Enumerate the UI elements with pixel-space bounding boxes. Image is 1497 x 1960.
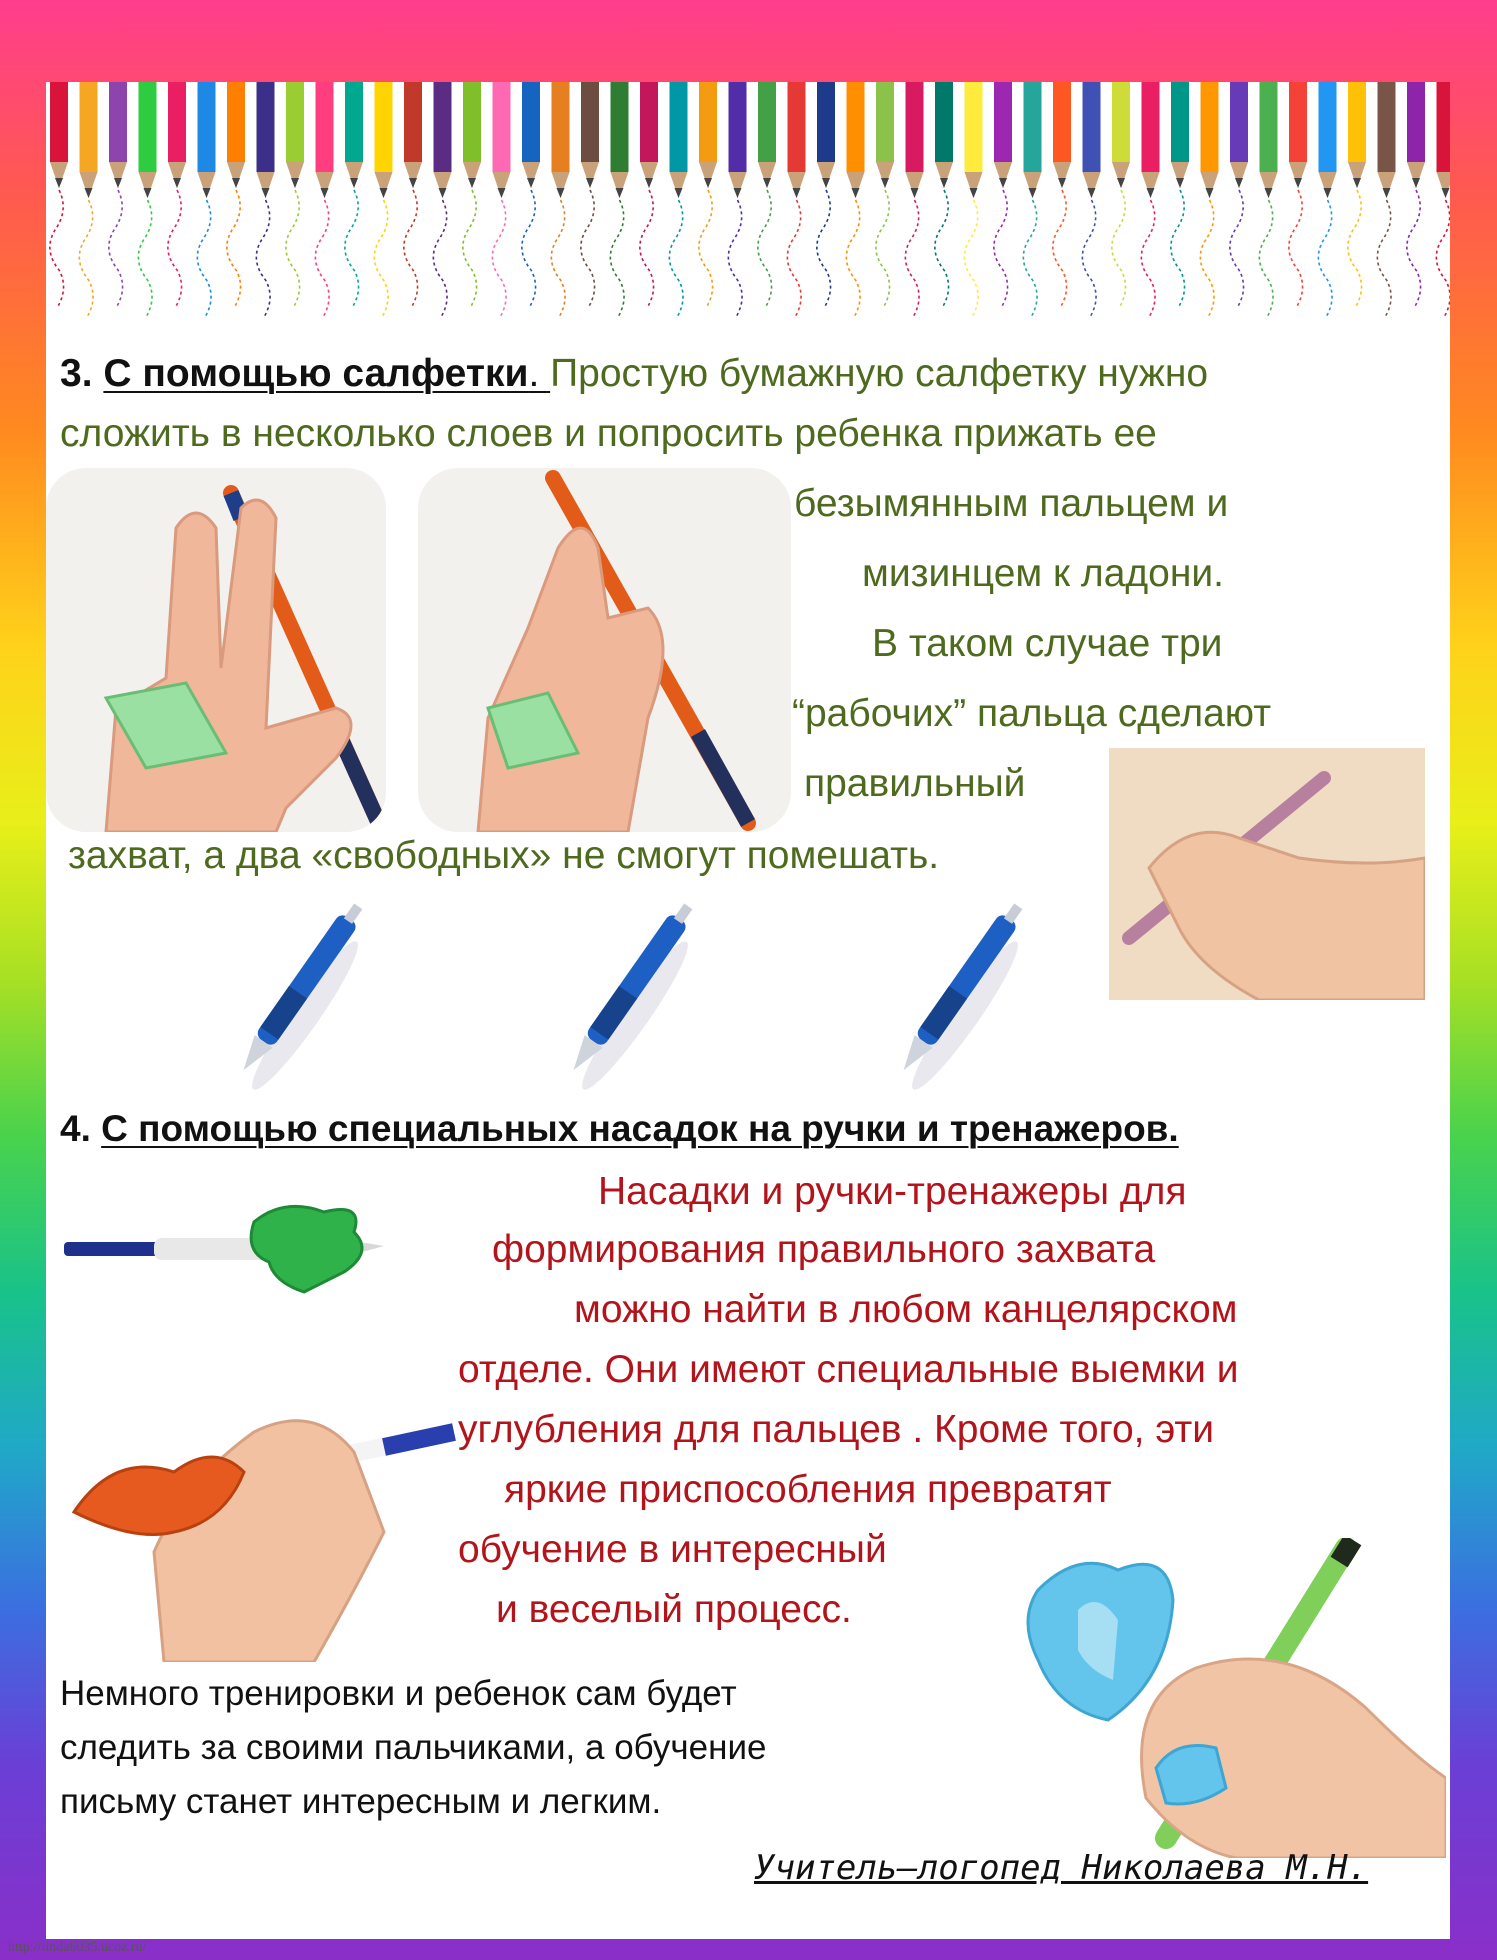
closing-line: письму станет интересным и легким. (60, 1782, 662, 1821)
pencil-lead (1058, 178, 1066, 188)
pencil-lead (262, 188, 270, 198)
pencil-body (847, 82, 865, 172)
section4-line: обучение в интересный (458, 1528, 887, 1571)
pencil-scribble (640, 190, 654, 308)
pencil-scribble (876, 190, 890, 308)
pencil-lead (203, 188, 211, 198)
pencil-body (257, 82, 275, 172)
pencil-scribble (1377, 200, 1391, 318)
pencil-body (1142, 82, 1160, 172)
pencil-lead (1147, 188, 1155, 198)
pencil-lead (144, 188, 152, 198)
pencil-scribble (1436, 200, 1450, 318)
pencil-lead (675, 188, 683, 198)
pencil-scribble (522, 190, 536, 308)
pencil-lead (645, 178, 653, 188)
pencil-body (1230, 82, 1248, 162)
pencil-body (640, 82, 658, 162)
pencil-lead (232, 178, 240, 188)
pencil-scribble (1230, 190, 1244, 308)
pencil-body (227, 82, 245, 162)
pencil-body (935, 82, 953, 162)
pencils-border (46, 82, 1450, 372)
section3-line: “рабочих” пальца сделают (792, 692, 1272, 735)
pencil-body (788, 82, 806, 172)
pencil-scribble (994, 190, 1008, 308)
section4-line: формирования правильного захвата (492, 1228, 1156, 1271)
pencil-body (906, 82, 924, 172)
pencil-scribble (1082, 200, 1096, 318)
pencil-scribble (758, 190, 772, 308)
section3-line: Простую бумажную салфетку нужно (550, 352, 1209, 395)
pencil-lead (498, 188, 506, 198)
pencil-lead (380, 188, 388, 198)
pencil-body (611, 82, 629, 172)
pencil-scribble (227, 190, 241, 308)
pencil-scribble (1407, 190, 1421, 308)
pencil-lead (1176, 178, 1184, 188)
pencil-body (109, 82, 127, 162)
pencil-lead (586, 178, 594, 188)
author-signature: Учитель–логопед Николаева М.Н. (754, 1848, 1369, 1888)
section4-line: Насадки и ручки-тренажеры для (598, 1170, 1187, 1213)
pencil-lead (468, 178, 476, 188)
pencil-lead (85, 188, 93, 198)
pencil-lead (1383, 188, 1391, 198)
pencil-body (965, 82, 983, 172)
pencil-body (1260, 82, 1278, 172)
pencil-scribble (1289, 190, 1303, 308)
section4-number: 4. (60, 1108, 102, 1149)
pencil-body (1378, 82, 1396, 172)
pencil-body (1348, 82, 1366, 162)
watermark-url: http://linda6035.ucoz.ru/ (8, 1940, 147, 1955)
pencil-scribble (1348, 190, 1362, 308)
hand-napkin-photo (46, 468, 401, 832)
pencil-body (286, 82, 304, 162)
pencil-body (1407, 82, 1425, 162)
pencil-lead (1235, 178, 1243, 188)
closing-line: следить за своими пальчиками, а обучение (60, 1728, 767, 1767)
pencil-lead (291, 178, 299, 188)
closing-line: Немного тренировки и ребенок сам будет (60, 1674, 737, 1713)
pencil-body (168, 82, 186, 162)
section3-number: 3. (60, 352, 104, 395)
pencil-body (1171, 82, 1189, 162)
pencil-body (1053, 82, 1071, 162)
pencil-lead (321, 188, 329, 198)
pencil-scribble (79, 200, 93, 318)
pencil-scribble (817, 190, 831, 308)
pencil-scribble (610, 200, 624, 318)
pencil-scribble (404, 190, 418, 308)
pencil-lead (881, 178, 889, 188)
pencil-body (463, 82, 481, 162)
pencil-lead (55, 178, 63, 188)
pencil-body (1319, 82, 1337, 172)
pencil-scribble (138, 200, 152, 318)
pencil-scribble (1023, 200, 1037, 318)
pencil-scribble (315, 200, 329, 318)
pencil-scribble (492, 200, 506, 318)
pencil-body (1024, 82, 1042, 172)
pencil-lead (1029, 188, 1037, 198)
pencil-scribble (1318, 200, 1332, 318)
pencil-body (139, 82, 157, 172)
page (46, 82, 1450, 1939)
pencil-lead (409, 178, 417, 188)
pencil-scribble (1053, 190, 1067, 308)
hand-silicone-grip-photo (1086, 1538, 1446, 1858)
pencil-body (345, 82, 363, 162)
section3-line: безымянным пальцем и (794, 482, 1229, 525)
pencil-body (1201, 82, 1219, 172)
pencil-body (699, 82, 717, 162)
pencil-body (817, 82, 835, 162)
pencil-body (316, 82, 334, 172)
hand-holding-pen-photo (1109, 748, 1425, 1000)
pencil-lead (1206, 188, 1214, 198)
pencil-scribble (581, 190, 595, 308)
pencil-lead (1324, 188, 1332, 198)
section4-line: углубления для пальцев . Кроме того, эти (458, 1408, 1215, 1451)
section4-line: и веселый процесс. (496, 1588, 852, 1631)
pencil-body (994, 82, 1012, 162)
pencil-lead (439, 188, 447, 198)
pencil-scribble (905, 200, 919, 318)
pencil-body (493, 82, 511, 172)
pencil-lead (704, 178, 712, 188)
pencil-body (1112, 82, 1130, 162)
pencil-body (1437, 82, 1451, 172)
pencil-scribble (1112, 190, 1126, 308)
pencil-lead (1088, 188, 1096, 198)
pencil-scribble (433, 200, 447, 318)
pencil-scribble (1200, 200, 1214, 318)
pencil-body (876, 82, 894, 162)
pencil-body (404, 82, 422, 162)
pencil-scribble (1259, 200, 1273, 318)
hand-grip-trainer-photo (54, 1332, 464, 1662)
pencil-body (729, 82, 747, 172)
pencil-lead (822, 178, 830, 188)
blue-pen-icon (536, 892, 716, 1102)
section3-line: правильный (804, 762, 1026, 805)
pencil-body (552, 82, 570, 172)
pencil-lead (1412, 178, 1420, 188)
pencil-scribble (374, 200, 388, 318)
pencil-body (1083, 82, 1101, 172)
pencil-body (581, 82, 599, 162)
section4-line: можно найти в любом канцелярском (574, 1288, 1238, 1331)
pen-grip-attachment-photo (54, 1192, 454, 1312)
pencil-lead (350, 178, 358, 188)
section3-line: В таком случае три (872, 622, 1223, 665)
pencil-scribble (728, 200, 742, 318)
pencil-lead (527, 178, 535, 188)
pencil-scribble (168, 190, 182, 308)
section3-line: сложить в несколько слоев и попросить ребенка прижать ее (60, 412, 1157, 455)
pencil-body (198, 82, 216, 172)
hand-napkin-grip-photo (418, 468, 791, 832)
pencil-scribble (1141, 200, 1155, 318)
pencil-scribble (964, 200, 978, 318)
pencil-lead (999, 178, 1007, 188)
pencil-body (670, 82, 688, 172)
pencil-body (758, 82, 776, 162)
pencil-lead (114, 178, 122, 188)
blue-pen-icon (866, 892, 1046, 1102)
pencil-scribble (699, 190, 713, 308)
pencil-body (522, 82, 540, 162)
section4-title: С помощью специальных насадок на ручки и тренажеров. (101, 1108, 1179, 1149)
section4-line: яркие приспособления превратят (504, 1468, 1112, 1511)
pencil-body (50, 82, 68, 162)
pencil-tip (1437, 172, 1451, 198)
pencil-lead (173, 178, 181, 188)
section3-title: С помощью салфетки (103, 352, 529, 395)
pencil-lead (852, 188, 860, 198)
pencil-scribble (846, 200, 860, 318)
pencil-scribble (787, 200, 801, 318)
pencil-lead (911, 188, 919, 198)
pencil-scribble (935, 190, 949, 308)
pencil-lead (970, 188, 978, 198)
pencil-body (375, 82, 393, 172)
pencil-lead (1353, 178, 1361, 188)
pencil-lead (1442, 188, 1450, 198)
section4-heading (60, 1108, 1179, 1150)
pencil-scribble (463, 190, 477, 308)
pencil-lead (793, 188, 801, 198)
section3-heading-line (60, 352, 1208, 396)
pencil-scribble (669, 200, 683, 318)
pencil-lead (940, 178, 948, 188)
pencil-scribble (197, 200, 211, 318)
section3-line: мизинцем к ладони. (862, 552, 1224, 595)
pencil-lead (763, 178, 771, 188)
pencil-scribble (551, 200, 565, 318)
pencil-lead (557, 188, 565, 198)
pencil-scribble (1171, 190, 1185, 308)
pencil-lead (1294, 178, 1302, 188)
pencil-body (434, 82, 452, 172)
pencil-scribble (109, 190, 123, 308)
pencil-lead (1117, 178, 1125, 188)
section4-line: отделе. Они имеют специальные выемки и (458, 1348, 1239, 1391)
section3-line: захват, а два «свободных» не смогут помешать. (68, 834, 940, 877)
pencil-body (1289, 82, 1307, 162)
pencil-body (80, 82, 98, 172)
pencil-lead (1265, 188, 1273, 198)
pencil-scribble (286, 190, 300, 308)
pencil-scribble (345, 190, 359, 308)
pencil-scribble (50, 190, 64, 308)
section3-title-tail: . (528, 352, 551, 395)
pencil-scribble (256, 200, 270, 318)
pencil-lead (616, 188, 624, 198)
pencil-lead (734, 188, 742, 198)
blue-pen-icon (206, 892, 386, 1102)
